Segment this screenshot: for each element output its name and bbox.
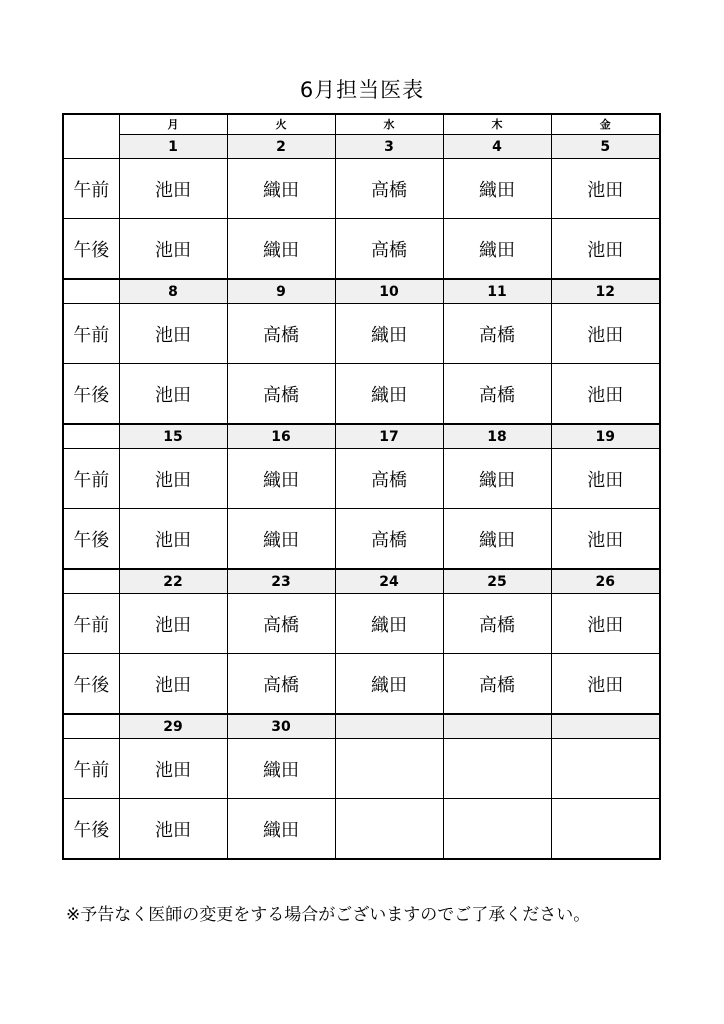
date-cell: 18 <box>443 424 551 449</box>
doctor-cell: 織田 <box>227 159 335 219</box>
doctor-cell: 池田 <box>119 509 227 570</box>
date-cell <box>443 714 551 739</box>
date-row <box>63 135 660 159</box>
doctor-cell: 高橋 <box>227 304 335 364</box>
weekday-header: 火 <box>227 114 335 135</box>
doctor-cell: 織田 <box>335 304 443 364</box>
doctor-cell: 池田 <box>119 739 227 799</box>
doctor-cell: 池田 <box>551 509 660 570</box>
date-cell: 12 <box>551 279 660 304</box>
page-title: 6月担当医表 <box>299 78 425 102</box>
date-cell: 3 <box>335 135 443 159</box>
doctor-cell: 高橋 <box>443 364 551 425</box>
pm-label: 午後 <box>63 654 119 715</box>
date-cell: 23 <box>227 569 335 594</box>
pm-label: 午後 <box>63 799 119 860</box>
doctor-cell: 池田 <box>119 304 227 364</box>
doctor-cell: 高橋 <box>443 594 551 654</box>
am-label: 午前 <box>63 594 119 654</box>
doctor-cell: 織田 <box>227 219 335 280</box>
date-cell: 30 <box>227 714 335 739</box>
doctor-cell <box>551 799 660 860</box>
doctor-cell: 高橋 <box>335 219 443 280</box>
doctor-cell: 池田 <box>551 364 660 425</box>
corner-cell <box>63 114 119 159</box>
date-cell: 29 <box>119 714 227 739</box>
schedule-body <box>63 114 660 859</box>
am-row <box>63 739 660 799</box>
date-cell: 17 <box>335 424 443 449</box>
date-cell <box>551 714 660 739</box>
doctor-cell: 織田 <box>443 219 551 280</box>
doctor-cell: 高橋 <box>227 654 335 715</box>
pm-row <box>63 219 660 280</box>
doctor-cell: 高橋 <box>227 594 335 654</box>
doctor-cell: 池田 <box>119 449 227 509</box>
am-row <box>63 449 660 509</box>
date-row <box>63 279 660 304</box>
pm-label: 午後 <box>63 364 119 425</box>
doctor-cell: 池田 <box>551 219 660 280</box>
date-row <box>63 424 660 449</box>
weekday-header: 水 <box>335 114 443 135</box>
weekday-header: 月 <box>119 114 227 135</box>
doctor-cell: 織田 <box>227 739 335 799</box>
blank-label-cell <box>63 714 119 739</box>
doctor-cell: 織田 <box>443 449 551 509</box>
doctor-cell: 池田 <box>551 159 660 219</box>
weekday-header: 木 <box>443 114 551 135</box>
date-cell: 5 <box>551 135 660 159</box>
pm-label: 午後 <box>63 219 119 280</box>
doctor-cell: 織田 <box>335 594 443 654</box>
pm-row <box>63 654 660 715</box>
weekday-header-row <box>63 114 660 135</box>
doctor-cell: 高橋 <box>443 654 551 715</box>
date-cell: 22 <box>119 569 227 594</box>
pm-label: 午後 <box>63 509 119 570</box>
doctor-cell: 高橋 <box>335 159 443 219</box>
disclaimer-note: ※予告なく医師の変更をする場合がございますのでご了承ください。 <box>66 905 591 925</box>
doctor-cell: 池田 <box>551 449 660 509</box>
doctor-cell: 織田 <box>335 654 443 715</box>
am-label: 午前 <box>63 304 119 364</box>
date-cell: 2 <box>227 135 335 159</box>
doctor-cell: 池田 <box>119 159 227 219</box>
am-label: 午前 <box>63 449 119 509</box>
date-cell: 15 <box>119 424 227 449</box>
doctor-schedule-table <box>62 113 661 860</box>
pm-row <box>63 509 660 570</box>
pm-row <box>63 364 660 425</box>
date-cell: 1 <box>119 135 227 159</box>
doctor-cell: 高橋 <box>443 304 551 364</box>
date-cell: 8 <box>119 279 227 304</box>
date-cell: 16 <box>227 424 335 449</box>
doctor-cell <box>443 799 551 860</box>
date-cell: 11 <box>443 279 551 304</box>
doctor-cell: 池田 <box>119 654 227 715</box>
doctor-cell: 織田 <box>443 509 551 570</box>
am-row <box>63 594 660 654</box>
date-cell: 4 <box>443 135 551 159</box>
doctor-cell: 高橋 <box>335 509 443 570</box>
date-cell: 24 <box>335 569 443 594</box>
am-row <box>63 159 660 219</box>
blank-label-cell <box>63 424 119 449</box>
date-row <box>63 569 660 594</box>
blank-label-cell <box>63 279 119 304</box>
doctor-cell: 池田 <box>119 594 227 654</box>
doctor-cell: 織田 <box>227 799 335 860</box>
doctor-cell <box>443 739 551 799</box>
date-cell: 25 <box>443 569 551 594</box>
pm-row <box>63 799 660 860</box>
doctor-cell: 高橋 <box>335 449 443 509</box>
weekday-header: 金 <box>551 114 660 135</box>
blank-label-cell <box>63 569 119 594</box>
doctor-cell: 池田 <box>119 799 227 860</box>
doctor-cell: 池田 <box>119 219 227 280</box>
am-label: 午前 <box>63 159 119 219</box>
doctor-cell: 池田 <box>551 304 660 364</box>
date-cell: 19 <box>551 424 660 449</box>
doctor-cell <box>335 739 443 799</box>
date-cell: 9 <box>227 279 335 304</box>
date-cell: 10 <box>335 279 443 304</box>
doctor-cell: 織田 <box>443 159 551 219</box>
date-cell: 26 <box>551 569 660 594</box>
am-row <box>63 304 660 364</box>
doctor-cell <box>335 799 443 860</box>
doctor-cell: 高橋 <box>227 364 335 425</box>
am-label: 午前 <box>63 739 119 799</box>
doctor-cell <box>551 739 660 799</box>
date-cell <box>335 714 443 739</box>
doctor-cell: 織田 <box>227 509 335 570</box>
date-row <box>63 714 660 739</box>
doctor-cell: 池田 <box>551 654 660 715</box>
doctor-cell: 池田 <box>119 364 227 425</box>
doctor-cell: 織田 <box>227 449 335 509</box>
doctor-cell: 池田 <box>551 594 660 654</box>
doctor-cell: 織田 <box>335 364 443 425</box>
